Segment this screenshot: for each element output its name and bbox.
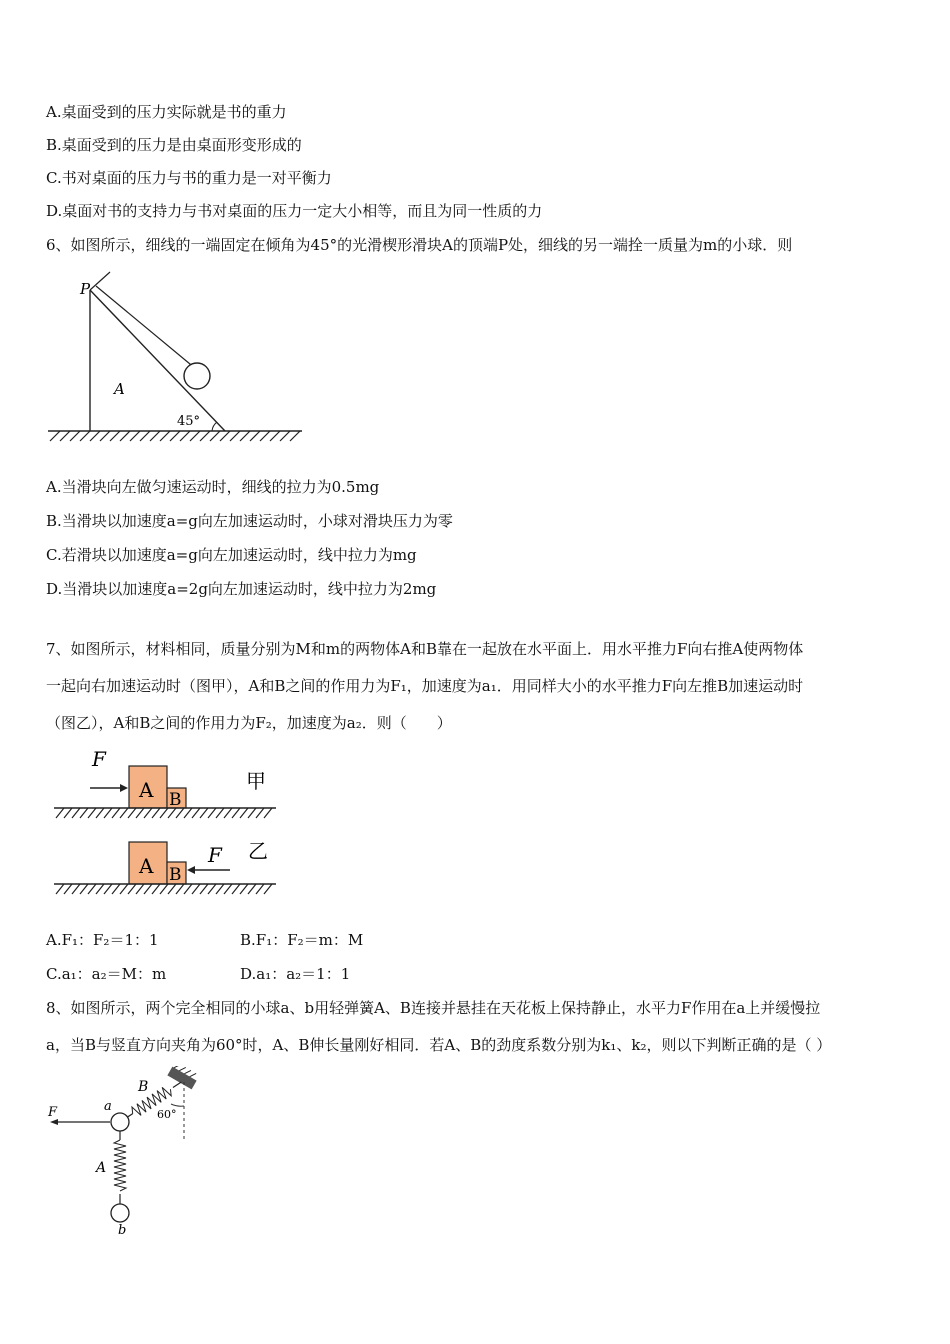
q6-option-d: D.当滑块以加速度a=2g向左加速运动时，线中拉力为2mg bbox=[46, 580, 437, 598]
q7-force-label-top: F bbox=[92, 747, 106, 771]
q8-ball-a-label: a bbox=[104, 1099, 112, 1114]
q8-springs-figure bbox=[44, 1066, 198, 1236]
q6-label-angle: 45° bbox=[177, 414, 201, 429]
q6-label-p: P bbox=[80, 280, 91, 298]
q7-force-arrowhead-bottom bbox=[187, 866, 195, 874]
q7-option-d: D.a₁：a₂＝1：1 bbox=[240, 965, 351, 983]
q6-option-a: A.当滑块向左做匀速运动时，细线的拉力为0.5mg bbox=[46, 478, 380, 496]
q7-block-b-label-top: B bbox=[169, 790, 182, 810]
q7-force-label-bottom: F bbox=[208, 843, 222, 867]
q8-stem-line-2: a，当B与竖直方向夹角为60°时，A、B伸长量刚好相同．若A、B的劲度系数分别为k₁、k₂，则以下判断正确的是（ ） bbox=[46, 1036, 832, 1054]
q7-force-arrowhead-top bbox=[120, 784, 128, 792]
q8-angle-label: 60° bbox=[157, 1108, 177, 1121]
q6-option-c: C.若滑块以加速度a=g向左加速运动时，线中拉力为mg bbox=[46, 546, 417, 564]
q7-block-b-label-bottom: B bbox=[169, 865, 182, 885]
q6-wedge-figure bbox=[44, 262, 308, 444]
q8-spring-a-label: A bbox=[96, 1160, 107, 1176]
q7-stem-line-3: （图乙），A和B之间的作用力为F₂，加速度为a₂．则（ ） bbox=[46, 714, 452, 732]
q8-spring-a bbox=[114, 1131, 126, 1204]
q5-option-b: B.桌面受到的压力是由桌面形变形成的 bbox=[46, 136, 302, 154]
q8-spring-b-label: B bbox=[138, 1079, 149, 1095]
q6-string bbox=[96, 286, 196, 369]
q6-label-a: A bbox=[114, 380, 125, 398]
q8-stem-line-1: 8、如图所示，两个完全相同的小球a、b用轻弹簧A、B连接并悬挂在天花板上保持静止，水平力F作用在a上并缓慢拉 bbox=[46, 999, 821, 1017]
q8-force-label: F bbox=[48, 1105, 58, 1120]
q5-option-d: D.桌面对书的支持力与书对桌面的压力一定大小相等，而且为同一性质的力 bbox=[46, 202, 543, 220]
q7-option-b: B.F₁：F₂＝m：M bbox=[240, 931, 364, 949]
q6-angle-arc bbox=[212, 422, 217, 431]
q6-stem: 6、如图所示，细线的一端固定在倾角为45°的光滑楔形滑块A的顶端P处，细线的另一端拴一质量为m的小球．则 bbox=[46, 236, 793, 254]
q7-stem-line-1: 7、如图所示，材料相同，质量分别为M和m的两物体A和B靠在一起放在水平面上．用水平推力F向右推A使两物体 bbox=[46, 640, 804, 658]
q8-ball-b bbox=[111, 1204, 129, 1222]
q6-wedge-incline bbox=[90, 290, 225, 431]
q7-label-jia: 甲 bbox=[246, 769, 266, 793]
q8-ball-b-label: b bbox=[118, 1223, 127, 1236]
q8-ceiling bbox=[167, 1066, 198, 1089]
q8-ball-a bbox=[111, 1113, 129, 1131]
q7-blocks-figure bbox=[50, 742, 282, 902]
q5-option-c: C.书对桌面的压力与书的重力是一对平衡力 bbox=[46, 169, 332, 187]
q6-ball bbox=[184, 363, 210, 389]
q7-option-c: C.a₁：a₂＝M：m bbox=[46, 965, 167, 983]
q7-block-a-label-top: A bbox=[139, 778, 154, 802]
q6-ground-hatch bbox=[50, 431, 300, 441]
q7-block-a-label-bottom: A bbox=[139, 854, 154, 878]
q5-option-a: A.桌面受到的压力实际就是书的重力 bbox=[46, 103, 287, 121]
q7-option-a: A.F₁：F₂＝1：1 bbox=[46, 931, 159, 949]
q8-angle-arc bbox=[171, 1104, 184, 1106]
q6-option-b: B.当滑块以加速度a=g向左加速运动时，小球对滑块压力为零 bbox=[46, 512, 453, 530]
q7-label-yi: 乙 bbox=[248, 839, 268, 863]
q7-hatch-top bbox=[56, 808, 272, 818]
q6-string-top bbox=[90, 272, 110, 290]
q7-stem-line-2: 一起向右加速运动时（图甲），A和B之间的作用力为F₁，加速度为a₁．用同样大小的水平推力F向左推B加速运动时 bbox=[46, 677, 804, 695]
q7-hatch-bottom bbox=[56, 884, 272, 894]
